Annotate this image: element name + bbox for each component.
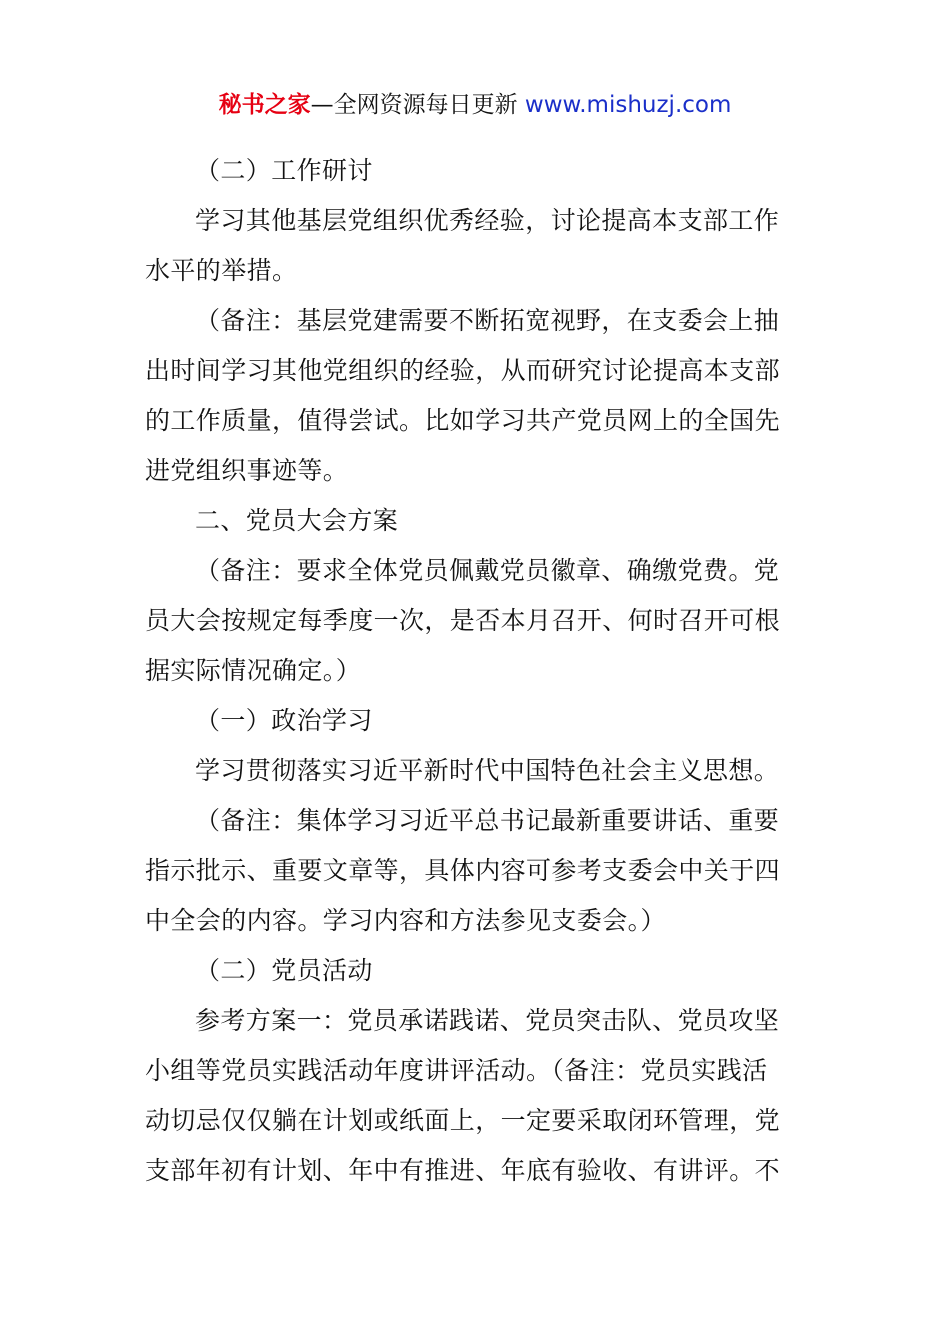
brand-name: 秘书之家 (218, 92, 311, 118)
section-heading-party-congress: 二、党员大会方案 (195, 506, 399, 535)
paragraph-line: 支部年初有计划、年中有推进、年底有验收、有讲评。不 (145, 1156, 781, 1185)
note-line: 据实际情况确定。） (145, 656, 362, 685)
subheading-member-activities: （二）党员活动 (195, 956, 373, 985)
paragraph-line: 学习其他基层党组织优秀经验，讨论提高本支部工作 (195, 206, 780, 235)
note-line: 中全会的内容。学习内容和方法参见支委会。） (145, 906, 666, 935)
paragraph-line: 小组等党员实践活动年度讲评活动。（备注：党员实践活 (145, 1056, 768, 1085)
note-line: （备注：要求全体党员佩戴党员徽章、确缴党费。党 (195, 556, 780, 585)
document-body (145, 146, 809, 1196)
website-link[interactable]: www.mishuzj.com (524, 92, 732, 118)
header-tagline: —全网资源每日更新 (310, 92, 525, 118)
note-line: （备注：基层党建需要不断拓宽视野，在支委会上抽 (195, 306, 780, 335)
note-line: （备注：集体学习习近平总书记最新重要讲话、重要 (195, 806, 780, 835)
paragraph-line: 动切忌仅仅躺在计划或纸面上，一定要采取闭环管理，党 (145, 1106, 781, 1135)
paragraph-line: 学习贯彻落实习近平新时代中国特色社会主义思想。 (195, 756, 780, 785)
watermark-header (0, 88, 950, 122)
note-line: 出时间学习其他党组织的经验，从而研究讨论提高本支部 (145, 356, 781, 385)
subheading-political-study: （一）政治学习 (195, 706, 373, 735)
note-line: 指示批示、重要文章等，具体内容可参考支委会中关于四 (145, 856, 781, 885)
subheading-work-discussion: （二）工作研讨 (195, 156, 373, 185)
note-line: 的工作质量，值得尝试。比如学习共产党员网上的全国先 (145, 406, 781, 435)
paragraph-line: 水平的举措。 (145, 256, 298, 285)
paragraph-line: 参考方案一：党员承诺践诺、党员突击队、党员攻坚 (195, 1006, 780, 1035)
note-line: 员大会按规定每季度一次，是否本月召开、何时召开可根 (145, 606, 781, 635)
note-line: 进党组织事迹等。 (145, 456, 349, 485)
